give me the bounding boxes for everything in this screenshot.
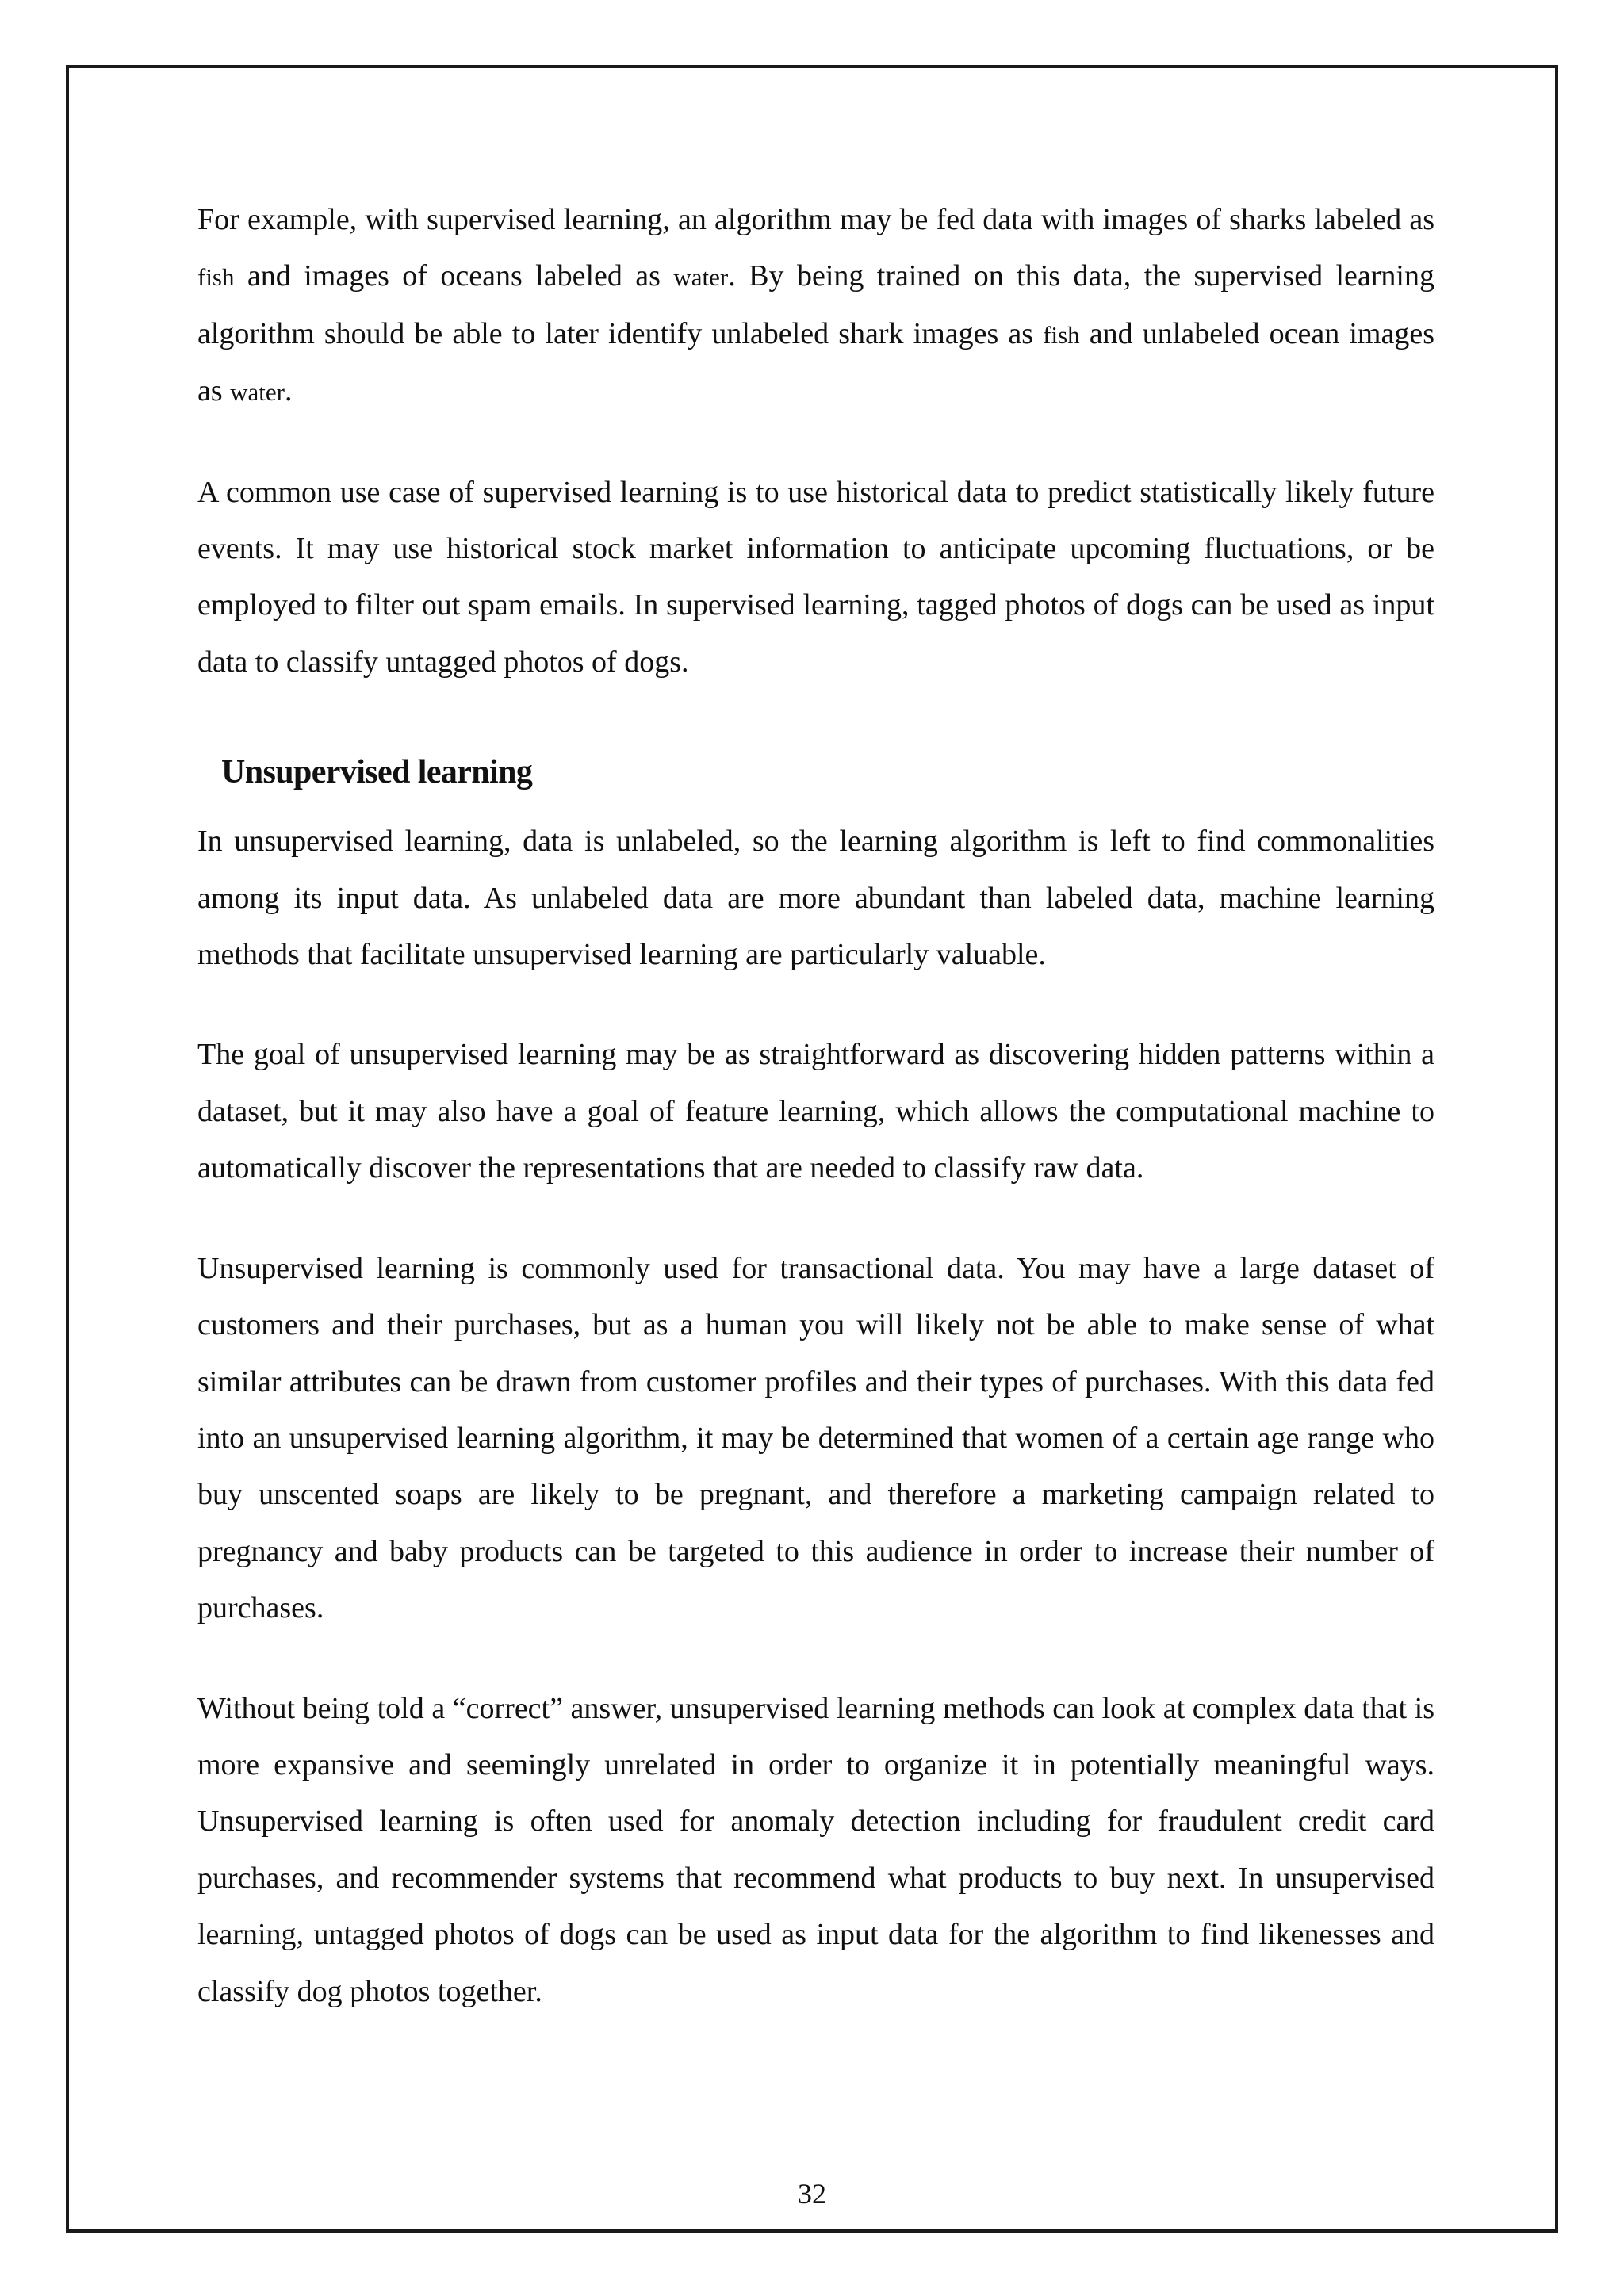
paragraph-transactional-data: Unsupervised learning is commonly used for transactional data. You may have a large dataset of customers and their purchases, but as a human you will likely not be able to make sense of what similar attributes can be drawn from customer profiles and their types of purchases. With this data fed into an unsupervised learning algorithm, it may be determined that women of a certain age range who buy unscented soaps are likely to be pregnant, and therefore a marketing campaign related to pregnancy and baby products can be targeted to this audience in order to increase their number of purchases. [197, 1251, 1434, 1625]
paragraph-text: For example, with supervised learning, an algorithm may be fed data with images of sharks labeled as [197, 203, 1434, 236]
paragraph-text: . By being trained on this data, the supervised learning algorithm should be able to later identify unlabeled shark images as [197, 259, 1434, 350]
paragraph-text: and unlabeled ocean images as [197, 316, 1434, 408]
term-water: water [230, 378, 285, 407]
paragraph-unsupervised-goal: The goal of unsupervised learning may be as straightforward as discovering hidden patterns within a dataset, but it may also have a goal of feature learning, which allows the computational machine to automatically discover the representations that are needed to classify raw data. [197, 1038, 1434, 1185]
paragraph-supervised-example [197, 192, 1434, 421]
paragraph-text: . [285, 374, 293, 408]
paragraph-unsupervised-intro: In unsupervised learning, data is unlabeled, so the learning algorithm is left to find commonalities among its input data. As unlabeled data are more abundant than labeled data, machine learning methods that facilitate unsupervised learning are particularly valuable. [197, 825, 1434, 972]
section-heading: Unsupervised learning [221, 754, 533, 791]
paragraph-text: and images of oceans labeled as [234, 259, 674, 293]
paragraph-supervised-use-case: A common use case of supervised learning is to use historical data to predict statistically likely future events. It may use historical stock market information to anticipate upcoming fluctuations, or be employed to filter out spam emails. In supervised learning, tagged photos of dogs can be used as input data to classify untagged photos of dogs. [197, 475, 1434, 679]
paragraph-anomaly-detection: Without being told a “correct” answer, unsupervised learning methods can look at complex data that is more expansive and seemingly unrelated in order to organize it in potentially meaningful ways. Unsupervised learning is often used for anomaly detection including for fraudulent credit card purchases, and recommender systems that recommend what products to buy next. In unsupervised learning, untagged photos of dogs can be used as input data for the algorithm to find likenesses and classify dog photos together. [197, 1691, 1434, 2008]
page-content [197, 192, 1434, 2020]
term-fish: fish [197, 263, 235, 292]
term-fish: fish [1043, 320, 1080, 349]
page-number: 32 [798, 2178, 826, 2210]
term-water: water [673, 263, 729, 292]
